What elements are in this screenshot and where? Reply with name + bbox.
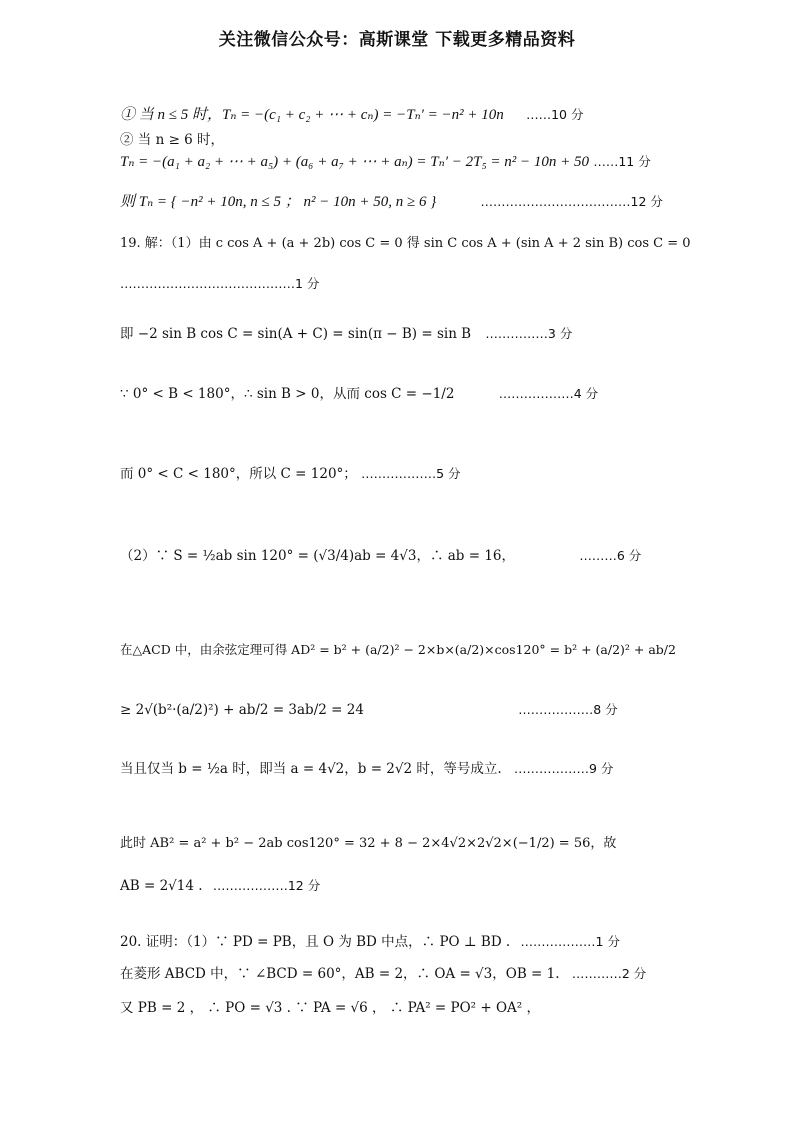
- line-text: 当且仅当 b = ½a 时，即当 a = 4√2，b = 2√2 时，等号成立.: [120, 761, 502, 777]
- score-mark: …………2 分: [571, 966, 647, 981]
- score-mark: ……………3 分: [485, 326, 573, 341]
- line-text: 20. 证明：（1）∵ PD = PB，且 O 为 BD 中点，∴ PO ⊥ BD .: [120, 934, 511, 950]
- solution-line-14: [120, 832, 616, 851]
- score-mark: ………………………………12 分: [480, 194, 663, 209]
- page-header: 关注微信公众号：高斯课堂 下载更多精品资料: [218, 30, 576, 50]
- solution-line-13: [120, 757, 613, 777]
- solution-line-3: [120, 152, 651, 171]
- line-text: ∵ 0° < B < 180°，∴ sin B > 0，从而 cos C = −1/2: [120, 386, 455, 402]
- line-text: Tₙ = −(a₁ + a₂ + ⋯ + a₅) + (a₆ + a₇ + ⋯ + aₙ) = Tₙ′ − 2T₅ = n² − 10n + 50: [120, 154, 590, 170]
- line-text: 在△ACD 中，由余弦定理可得 AD² = b² + (a/2)² − 2×b×(a/2)×cos120° = b² + (a/2)² + ab/2: [120, 642, 676, 657]
- line-text: 又 PB = 2 ， ∴ PO = √3 . ∵ PA = √6 ， ∴ PA² = PO² + OA² ，: [120, 1000, 540, 1016]
- score-mark: ………………1 分: [520, 934, 620, 949]
- line-text: 19. 解：（1）由 c cos A + (a + 2b) cos C = 0 得 sin C cos A + (sin A + 2 sin B) cos C = 0: [120, 236, 691, 251]
- line-text: 此时 AB² = a² + b² − 2ab cos120° = 32 + 8 − 2×4√2×2√2×(−1/2) = 56，故: [120, 836, 617, 851]
- score-mark: ………………4 分: [498, 386, 599, 401]
- score-mark: ………6 分: [579, 548, 642, 563]
- score-mark: ……10 分: [526, 107, 584, 122]
- score-mark: ………………9 分: [513, 761, 614, 776]
- score-mark: ………………5 分: [361, 466, 461, 481]
- score-mark: ……………………………………1 分: [120, 276, 320, 291]
- line-text: 在菱形 ABCD 中，∵ ∠BCD = 60°，AB = 2，∴ OA = √3，OB = 1.: [120, 966, 560, 982]
- solution-line-8: [120, 382, 598, 402]
- solution-line-10: [120, 544, 641, 564]
- line-text: 即 −2 sin B cos C = sin(A + C) = sin(π − B) = sin B: [120, 326, 472, 342]
- solution-line-16: [120, 930, 620, 950]
- solution-line-17: [120, 962, 646, 982]
- score-mark: ………………8 分: [518, 702, 618, 717]
- line-text: ① 当 n ≤ 5 时，Tₙ = −(c₁ + c₂ + ⋯ + cₙ) = −Tₙ′ = −n² + 10n: [120, 107, 504, 123]
- score-mark: ……11 分: [593, 154, 651, 169]
- solution-line-5: [120, 232, 691, 251]
- score-mark: ………………12 分: [212, 878, 321, 893]
- solution-line-1: [120, 103, 583, 124]
- line-text: ≥ 2√(b²·(a/2)²) + ab/2 = 3ab/2 = 24: [120, 702, 364, 718]
- line-text: （2）∵ S = ½ab sin 120° = (√3/4)ab = 4√3，∴ ab = 16，: [120, 548, 516, 564]
- solution-line-7: [120, 322, 572, 342]
- solution-line-2: [120, 128, 224, 148]
- solution-line-12: [120, 700, 618, 718]
- solution-line-6: [120, 274, 319, 292]
- line-text: 则 Tₙ = { −n² + 10n, n ≤ 5 ； n² − 10n + 50, n ≥ 6 }: [120, 194, 437, 210]
- solution-line-11: [120, 640, 676, 658]
- solution-line-15: [120, 876, 320, 894]
- solution-line-18: [120, 996, 540, 1016]
- line-text: ② 当 n ≥ 6 时，: [120, 132, 225, 148]
- solution-line-4: [120, 190, 663, 211]
- solution-line-9: [120, 462, 461, 482]
- line-text: 而 0° < C < 180°，所以 C = 120°；: [120, 466, 357, 482]
- line-text: AB = 2√14 .: [120, 878, 203, 894]
